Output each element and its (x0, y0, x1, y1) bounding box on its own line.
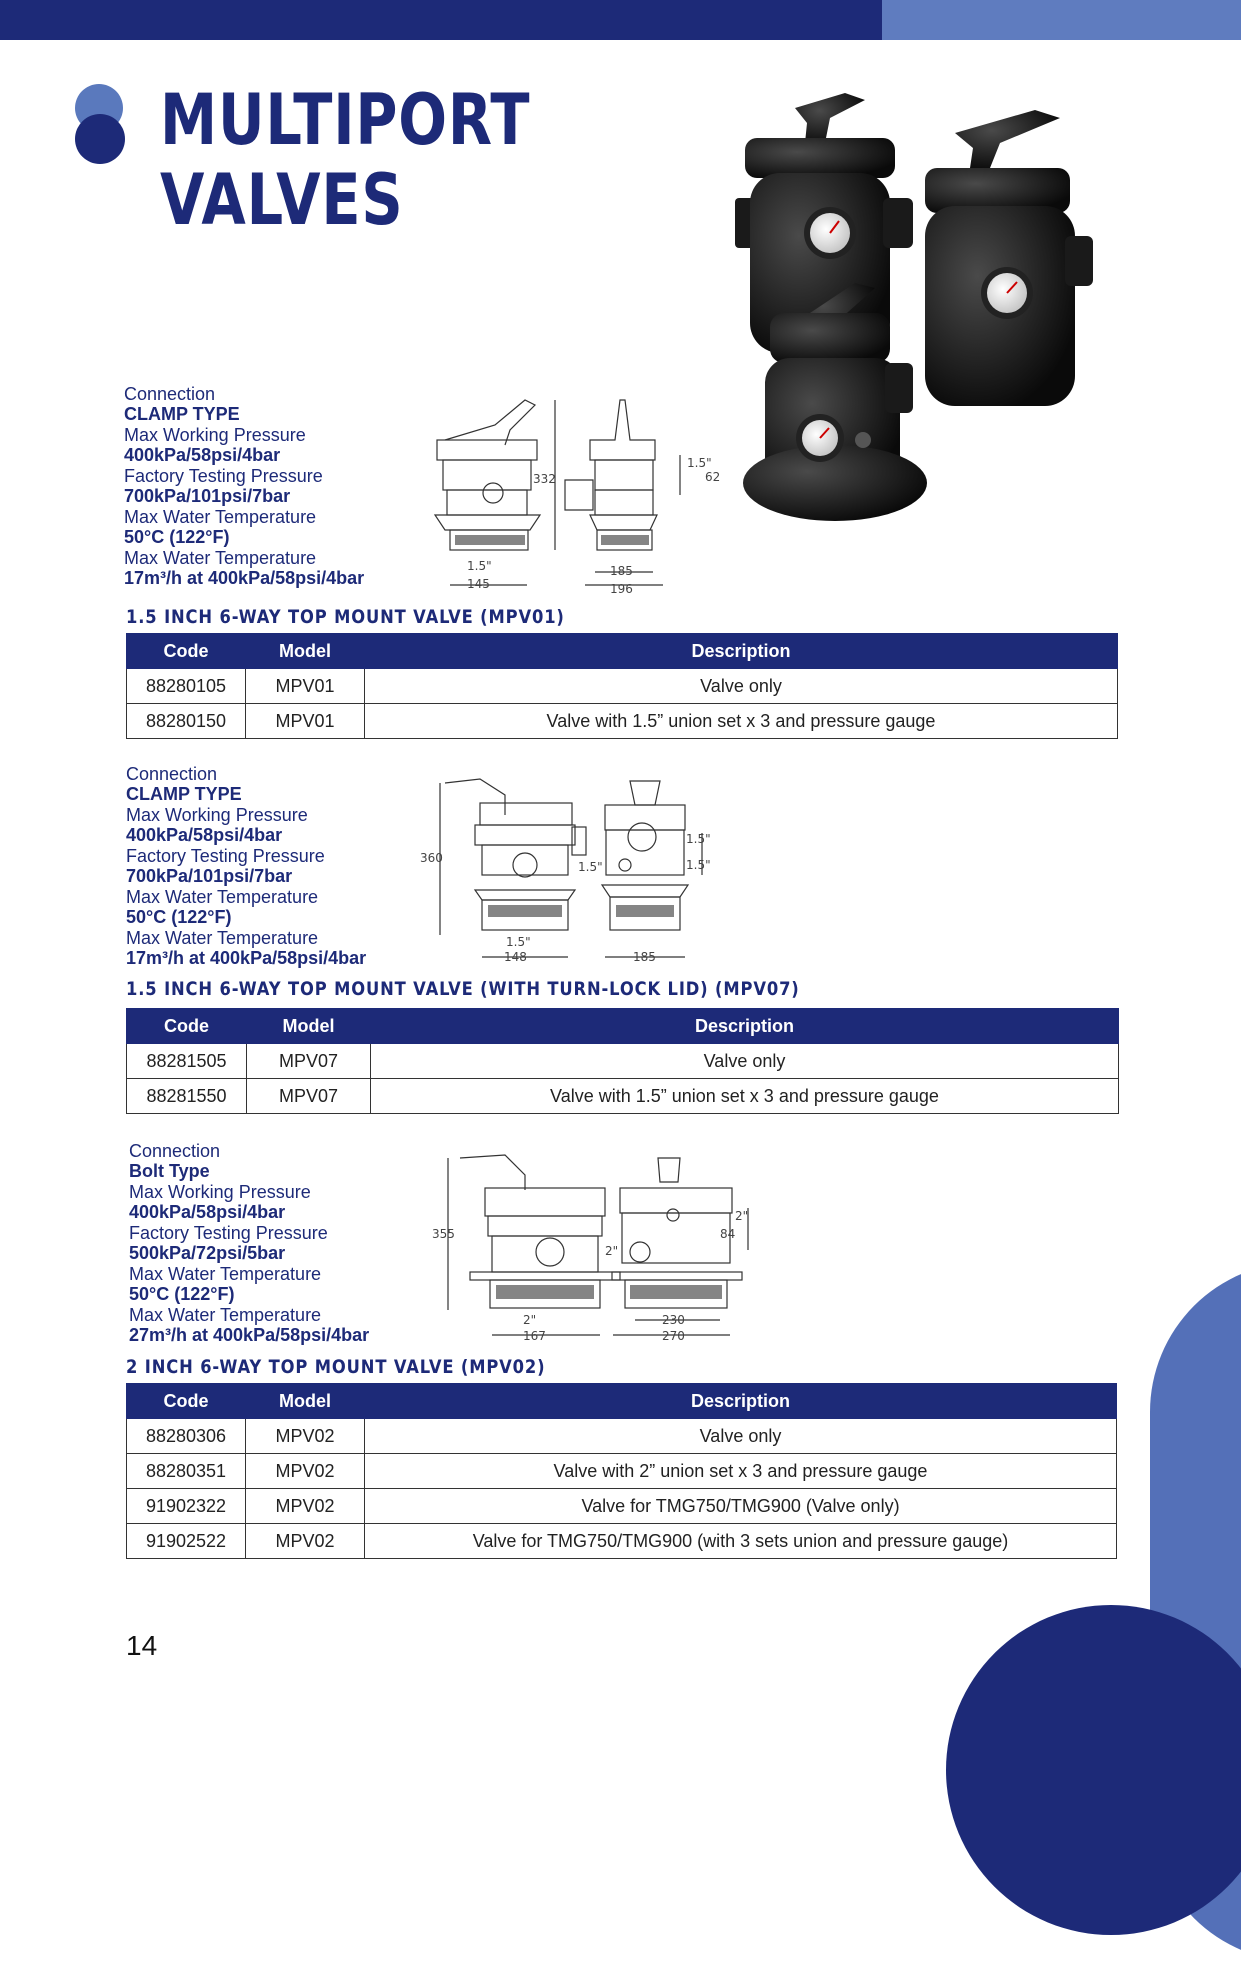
spec-label: Max Water Temperature (124, 507, 317, 527)
spec-label: Max Working Pressure (129, 1182, 311, 1202)
spec-value: 400kPa/58psi/4bar (124, 445, 281, 465)
cell-description: Valve only (365, 1419, 1117, 1454)
cell-code: 88281550 (127, 1079, 247, 1114)
top-bar-dark (0, 0, 882, 40)
header-model: Model (246, 1384, 365, 1419)
technical-drawing-mpv01 (425, 395, 725, 595)
specs-mpv01 (124, 384, 364, 589)
cell-description: Valve for TMG750/TMG900 (with 3 sets union and pressure gauge) (365, 1524, 1117, 1559)
header-description: Description (371, 1009, 1119, 1044)
section-title-mpv07: 1.5 INCH 6-WAY TOP MOUNT VALVE (WITH TURN-LOCK LID) (MPV07) (126, 978, 800, 1000)
spec-label: Max Water Temperature (129, 1264, 322, 1284)
table-mpv07 (126, 1008, 1119, 1114)
corner-decoration-dark (946, 1605, 1241, 1935)
dim-base-width: 167 (523, 1329, 546, 1343)
dim-side-b: 196 (610, 582, 633, 595)
spec-value: 50°C (122°F) (126, 907, 232, 927)
technical-drawing-mpv07 (420, 775, 720, 970)
spec-value: 50°C (122°F) (129, 1284, 235, 1304)
spec-value: 400kPa/58psi/4bar (126, 825, 283, 845)
dim-port: 2" (605, 1244, 619, 1258)
technical-drawing-mpv02 (430, 1150, 760, 1345)
spec-label: Factory Testing Pressure (124, 466, 323, 486)
dim-height: 355 (432, 1227, 455, 1241)
cell-description: Valve with 1.5” union set x 3 and pressure gauge (371, 1079, 1119, 1114)
spec-value: 50°C (122°F) (124, 527, 230, 547)
table-header-row (127, 1384, 1117, 1419)
spec-value: 400kPa/58psi/4bar (129, 1202, 286, 1222)
dim-side-a: 185 (610, 564, 633, 578)
dim-offset: 84 (720, 1227, 736, 1241)
cell-code: 91902522 (127, 1524, 246, 1559)
header-code: Code (127, 1384, 246, 1419)
dim-port-c: 1.5" (686, 858, 711, 872)
dim-port: 1.5" (687, 456, 712, 470)
table-row (127, 1419, 1117, 1454)
spec-value: 500kPa/72psi/5bar (129, 1243, 286, 1263)
page-title (160, 80, 530, 240)
page-title-line1: MULTIPORT (160, 79, 531, 161)
dim-inlet: 2" (523, 1313, 537, 1327)
table-row (127, 1454, 1117, 1489)
cell-description: Valve with 2” union set x 3 and pressure gauge (365, 1454, 1117, 1489)
dim-inlet: 1.5" (467, 559, 492, 573)
page-title-line2: VALVES (160, 159, 404, 241)
spec-label: Connection (124, 384, 216, 404)
cell-code: 88280105 (127, 669, 246, 704)
cell-model: MPV02 (246, 1489, 365, 1524)
table-header-row (127, 1009, 1119, 1044)
cell-model: MPV02 (246, 1524, 365, 1559)
cell-model: MPV07 (247, 1079, 371, 1114)
table-mpv01 (126, 633, 1118, 739)
table-row (127, 1524, 1117, 1559)
spec-label: Connection (126, 764, 218, 784)
table-row (127, 704, 1118, 739)
spec-label: Max Water Temperature (124, 548, 317, 568)
cell-description: Valve only (365, 669, 1118, 704)
header-model: Model (247, 1009, 371, 1044)
specs-mpv07 (126, 764, 366, 969)
top-bar-light (882, 0, 1241, 40)
page-number: 14 (126, 1630, 158, 1661)
header-description: Description (365, 1384, 1117, 1419)
table-mpv02 (126, 1383, 1117, 1559)
dim-inlet: 1.5" (506, 935, 531, 949)
spec-value: CLAMP TYPE (126, 784, 242, 804)
spec-label: Max Working Pressure (126, 805, 308, 825)
dim-port-b: 2" (735, 1209, 749, 1223)
spec-value: CLAMP TYPE (124, 404, 240, 424)
spec-label: Factory Testing Pressure (126, 846, 325, 866)
header-code: Code (127, 1009, 247, 1044)
spec-value: 700kPa/101psi/7bar (124, 486, 291, 506)
title-dot-dark (75, 114, 125, 164)
header-model: Model (246, 634, 365, 669)
dim-side-a: 230 (662, 1313, 685, 1327)
cell-description: Valve for TMG750/TMG900 (Valve only) (365, 1489, 1117, 1524)
cell-model: MPV02 (246, 1419, 365, 1454)
dim-offset: 62 (705, 470, 721, 484)
cell-code: 88280306 (127, 1419, 246, 1454)
cell-model: MPV07 (247, 1044, 371, 1079)
spec-value: 700kPa/101psi/7bar (126, 866, 293, 886)
spec-label: Max Water Temperature (126, 928, 319, 948)
specs-mpv02 (129, 1141, 369, 1346)
cell-code: 91902322 (127, 1489, 246, 1524)
cell-model: MPV02 (246, 1454, 365, 1489)
spec-label: Factory Testing Pressure (129, 1223, 328, 1243)
header-code: Code (127, 634, 246, 669)
multiport-valves-photo (735, 88, 1120, 558)
dim-height: 332 (533, 472, 556, 486)
dim-port-b: 1.5" (686, 832, 711, 846)
cell-code: 88280351 (127, 1454, 246, 1489)
table-row (127, 1079, 1119, 1114)
dim-base-width: 145 (467, 577, 490, 591)
cell-model: MPV01 (246, 669, 365, 704)
dim-side-a: 185 (633, 950, 656, 964)
spec-value: Bolt Type (129, 1161, 210, 1181)
spec-label: Max Water Temperature (126, 887, 319, 907)
section-title-mpv01: 1.5 INCH 6-WAY TOP MOUNT VALVE (MPV01) (126, 606, 565, 628)
cell-model: MPV01 (246, 704, 365, 739)
header-description: Description (365, 634, 1118, 669)
cell-description: Valve with 1.5” union set x 3 and pressure gauge (365, 704, 1118, 739)
spec-value: 17m³/h at 400kPa/58psi/4bar (124, 568, 365, 588)
spec-label: Max Working Pressure (124, 425, 306, 445)
spec-value: 27m³/h at 400kPa/58psi/4bar (129, 1325, 370, 1345)
cell-code: 88281505 (127, 1044, 247, 1079)
table-header-row (127, 634, 1118, 669)
table-row (127, 669, 1118, 704)
table-row (127, 1044, 1119, 1079)
dim-base-width: 148 (504, 950, 527, 964)
spec-label: Max Water Temperature (129, 1305, 322, 1325)
table-row (127, 1489, 1117, 1524)
dim-port: 1.5" (578, 860, 603, 874)
spec-value: 17m³/h at 400kPa/58psi/4bar (126, 948, 367, 968)
spec-label: Connection (129, 1141, 221, 1161)
section-title-mpv02: 2 INCH 6-WAY TOP MOUNT VALVE (MPV02) (126, 1356, 546, 1378)
cell-code: 88280150 (127, 704, 246, 739)
cell-description: Valve only (371, 1044, 1119, 1079)
dim-height: 360 (420, 851, 443, 865)
dim-side-b: 270 (662, 1329, 685, 1343)
